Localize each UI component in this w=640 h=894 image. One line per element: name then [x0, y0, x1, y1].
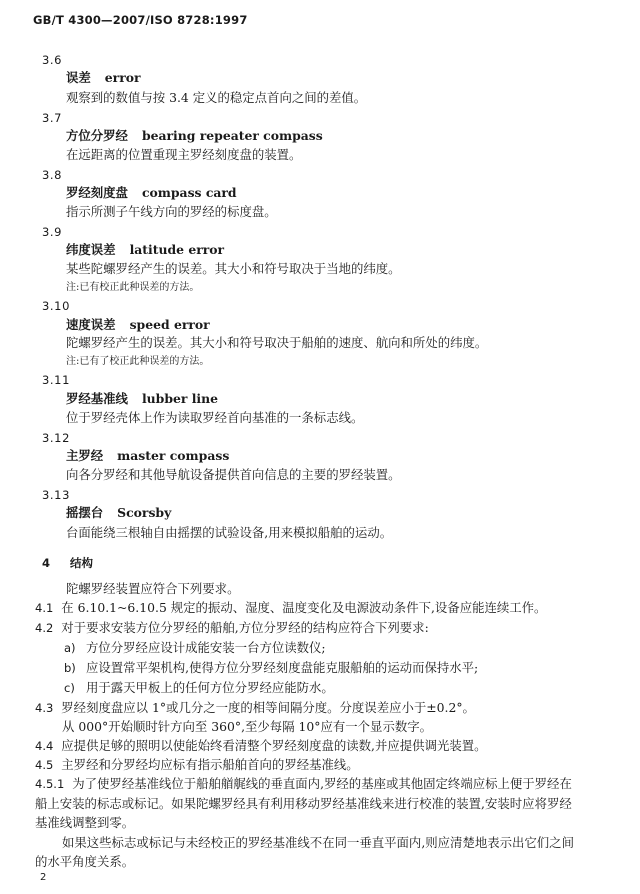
term-number: 3.6 [42, 53, 63, 67]
term-title [66, 505, 171, 521]
clause-4-1 [35, 600, 546, 616]
term-title [66, 448, 229, 464]
term-definition: 在远距离的位置重现主罗经刻度盘的装置。 [66, 147, 302, 162]
clause-text: 主罗经和分罗经均应标有指示船舶首向的罗经基准线。 [61, 757, 359, 772]
clause-text: 在 6.10.1~6.10.5 规定的振动、湿度、温度变化及电源波动条件下,设备应能连续工作。 [61, 600, 547, 615]
term-title [66, 70, 141, 86]
term-definition: 位于罗经壳体上作为读取罗经首向基准的一条标志线。 [66, 410, 364, 425]
term-definition: 观察到的数值与按 3.4 定义的稳定点首向之间的差值。 [66, 90, 367, 105]
list-text: 方位分罗经应设计成能安装一台方位读数仪; [86, 640, 326, 655]
term-title [66, 391, 218, 407]
clause-number: 4.5 [35, 758, 54, 772]
clause-number: 4.2 [35, 621, 54, 635]
term-definition: 向各分罗经和其他导航设备提供首向信息的主要的罗经装置。 [66, 467, 401, 482]
term-zh: 方位分罗经 [66, 128, 128, 143]
term-zh: 主罗经 [66, 448, 104, 463]
term-zh: 摇摆台 [66, 505, 104, 520]
term-zh: 罗经基准线 [66, 391, 128, 406]
term-title [66, 317, 210, 333]
section-heading [42, 555, 93, 571]
term-en: latitude error [129, 242, 225, 257]
term-title [66, 185, 237, 201]
clause-number: 4.5.1 [35, 777, 65, 791]
term-en: Scorsby [117, 505, 172, 520]
term-en: error [104, 70, 141, 85]
term-number: 3.13 [42, 488, 71, 502]
section-intro: 陀螺罗经装置应符合下列要求。 [66, 581, 240, 596]
clause-4-3 [35, 700, 475, 716]
clause-4-5-1 [35, 776, 572, 792]
term-en: compass card [141, 185, 237, 200]
term-zh: 误差 [66, 70, 91, 85]
term-number: 3.8 [42, 168, 63, 182]
term-title [66, 242, 224, 258]
section-title: 结构 [70, 556, 94, 570]
list-item [64, 680, 334, 696]
term-definition: 指示所测子午线方向的罗经的标度盘。 [66, 204, 277, 219]
term-en: bearing repeater compass [141, 128, 323, 143]
clause-number: 4.3 [35, 701, 54, 715]
term-definition: 台面能绕三根轴自由摇摆的试验设备,用来模拟船舶的运动。 [66, 525, 393, 540]
clause-text: 罗经刻度盘应以 1°或几分之一度的相等间隔分度。分度误差应小于±0.2°。 [61, 700, 475, 715]
list-text: 应设置常平架机构,使得方位分罗经刻度盘能克服船舶的运动而保持水平; [86, 660, 479, 675]
list-item [64, 660, 478, 676]
paragraph-text: 的水平角度关系。 [35, 854, 135, 869]
term-en: speed error [129, 317, 210, 332]
term-zh: 速度误差 [66, 317, 116, 332]
term-note: 注:已有校正此种误差的方法。 [66, 282, 200, 293]
clause-text: 对于要求安装方位分罗经的船舶,方位分罗经的结构应符合下列要求: [61, 620, 429, 635]
term-title [66, 128, 323, 144]
clause-number: 4.1 [35, 601, 54, 615]
term-number: 3.11 [42, 373, 71, 387]
clause-number: 4.4 [35, 739, 54, 753]
term-note: 注:已有了校正此种误差的方法。 [66, 356, 210, 367]
list-item [64, 640, 326, 656]
list-marker: a) [64, 641, 76, 655]
clause-text: 为了使罗经基准线位于船舶艏艉线的垂直面内,罗经的基座或其他固定终端应标上便于罗经在 [72, 776, 572, 791]
section-number: 4 [42, 556, 51, 570]
term-en: lubber line [141, 391, 219, 406]
term-en: master compass [117, 448, 230, 463]
term-number: 3.12 [42, 431, 71, 445]
term-number: 3.7 [42, 111, 63, 125]
term-definition: 陀螺罗经产生的误差。其大小和符号取决于船舶的速度、航向和所处的纬度。 [66, 335, 488, 350]
term-number: 3.10 [42, 299, 71, 313]
term-zh: 纬度误差 [66, 242, 116, 257]
term-definition: 某些陀螺罗经产生的误差。其大小和符号取决于当地的纬度。 [66, 261, 401, 276]
clause-text: 应提供足够的照明以使能始终看清整个罗经刻度盘的读数,并应提供调光装置。 [61, 738, 487, 753]
list-marker: c) [64, 681, 75, 695]
clause-text-continued: 基准线调整到零。 [35, 815, 135, 830]
clause-4-5 [35, 757, 359, 773]
clause-text-continued: 船上安装的标志或标记。如果陀螺罗经具有利用移动罗经基准线来进行校准的装置,安装时应将罗经 [35, 796, 572, 811]
clause-4-4 [35, 738, 487, 754]
term-zh: 罗经刻度盘 [66, 185, 128, 200]
document-header: GB/T 4300—2007/ISO 8728:1997 [33, 13, 248, 27]
paragraph-text: 如果这些标志或标记与未经校正的罗经基准线不在同一垂直平面内,则应清楚地表示出它们之间 [62, 835, 574, 850]
term-number: 3.9 [42, 225, 63, 239]
list-marker: b) [64, 661, 76, 675]
clause-text-continued: 从 000°开始顺时针方向至 360°,至少每隔 10°应有一个显示数字。 [62, 719, 433, 734]
list-text: 用于露天甲板上的任何方位分罗经应能防水。 [86, 680, 334, 695]
clause-4-2 [35, 620, 429, 636]
page-number: 2 [40, 872, 47, 883]
